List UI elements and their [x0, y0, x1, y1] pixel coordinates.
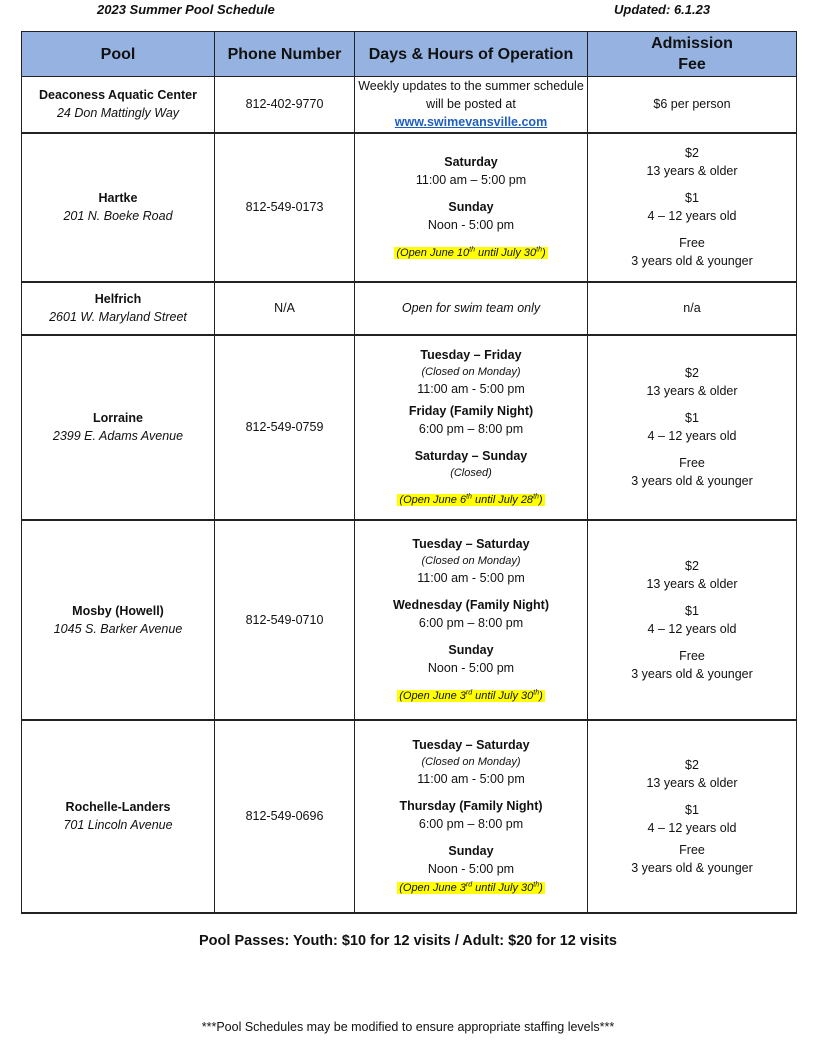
hours-time: 6:00 pm – 8:00 pm	[418, 816, 524, 831]
col-header-fee	[588, 32, 797, 77]
hours-cell	[355, 133, 588, 282]
hours-time: Noon - 5:00 pm	[427, 660, 515, 675]
closed-note: (Closed on Monday)	[421, 755, 521, 768]
closed-note: (Closed)	[450, 466, 492, 479]
fee-note: 4 – 12 years old	[647, 820, 737, 835]
table-header-row	[22, 32, 797, 77]
hours-cell: Open for swim team only	[355, 282, 588, 335]
fee-note: 4 – 12 years old	[647, 209, 737, 223]
pool-address: 1045 S. Barker Avenue	[53, 621, 183, 636]
closed-note: (Closed on Monday)	[421, 554, 521, 567]
pool-cell	[22, 335, 215, 520]
pool-cell	[22, 520, 215, 720]
phone-cell: 812-549-0759	[215, 335, 355, 520]
season-dates-highlight: (Open June 6th until July 28th)	[399, 492, 543, 506]
phone-cell: N/A	[215, 282, 355, 335]
col-header-phone: Phone Number	[215, 32, 355, 77]
pool-name: Lorraine	[92, 411, 143, 425]
fee-cell	[588, 335, 797, 520]
phone-cell: 812-549-0710	[215, 520, 355, 720]
hours-cell	[355, 720, 588, 913]
table-row	[22, 282, 797, 335]
phone-cell: 812-402-9770	[215, 77, 355, 133]
table-row	[22, 77, 797, 133]
fee-amount: $1	[685, 191, 699, 205]
hours-time: Noon - 5:00 pm	[427, 217, 515, 232]
days-label: Wednesday (Family Night)	[392, 597, 550, 612]
fee-note: 3 years old & younger	[631, 254, 753, 268]
fee-note: 13 years & older	[646, 576, 738, 591]
days-label: Sunday	[448, 642, 494, 657]
pool-name: Rochelle-Landers	[65, 800, 171, 814]
fee-amount: Free	[679, 236, 705, 250]
fee-amount: $2	[685, 558, 699, 573]
phone-cell: 812-549-0696	[215, 720, 355, 913]
season-dates-highlight: (Open June 10th until July 30th)	[396, 245, 546, 259]
pool-cell	[22, 282, 215, 335]
col-header-hours: Days & Hours of Operation	[355, 32, 588, 77]
col-header-fee-line2: Fee	[678, 56, 706, 73]
footnote: ***Pool Schedules may be modified to ensure appropriate staffing levels***	[201, 1020, 615, 1034]
hours-cell	[355, 77, 588, 133]
pool-name: Mosby (Howell)	[72, 603, 164, 618]
website-link[interactable]: www.swimevansville.com	[394, 115, 548, 130]
hours-cell	[355, 335, 588, 520]
days-label: Thursday (Family Night)	[399, 798, 543, 813]
hours-time: 11:00 am - 5:00 pm	[417, 570, 525, 585]
hours-note: Weekly updates to the summer schedule will be posted at	[358, 79, 584, 112]
fee-amount: $2	[685, 146, 699, 160]
pool-address: 701 Lincoln Avenue	[63, 818, 173, 832]
fee-cell	[588, 520, 797, 720]
fee-amount: $1	[685, 603, 699, 618]
pool-passes-note: Pool Passes: Youth: $10 for 12 visits / Adult: $20 for 12 visits	[199, 933, 617, 949]
fee-amount: $1	[685, 802, 699, 817]
document-title: 2023 Summer Pool Schedule	[97, 2, 275, 17]
pool-name: Deaconess Aquatic Center	[39, 88, 197, 103]
pool-name: Helfrich	[94, 292, 142, 306]
days-label: Sunday	[448, 199, 494, 214]
days-label: Tuesday – Saturday	[412, 536, 530, 551]
hours-time: Noon - 5:00 pm	[427, 861, 515, 876]
pool-cell	[22, 77, 215, 133]
fee-note: 3 years old & younger	[631, 474, 753, 488]
pool-cell	[22, 133, 215, 282]
pool-cell	[22, 720, 215, 913]
closed-note: (Closed on Monday)	[421, 365, 521, 378]
days-label: Sunday	[448, 843, 494, 858]
hours-time: 11:00 am - 5:00 pm	[417, 771, 525, 786]
table-row	[22, 335, 797, 520]
fee-cell: $6 per person	[588, 77, 797, 133]
table-row	[22, 720, 797, 913]
hours-time: 6:00 pm – 8:00 pm	[418, 615, 524, 630]
fee-amount: Free	[679, 842, 705, 857]
phone-cell: 812-549-0173	[215, 133, 355, 282]
pool-address: 201 N. Boeke Road	[63, 209, 173, 223]
hours-time: 6:00 pm – 8:00 pm	[418, 421, 524, 436]
pool-address: 24 Don Mattingly Way	[56, 106, 180, 121]
days-label: Saturday – Sunday	[414, 448, 528, 463]
updated-date: Updated: 6.1.23	[614, 2, 711, 17]
days-label: Tuesday – Friday	[420, 347, 522, 362]
hours-time: 11:00 am – 5:00 pm	[415, 172, 527, 187]
fee-cell	[588, 133, 797, 282]
fee-amount: $1	[685, 411, 699, 425]
col-header-fee-line1: Admission	[651, 35, 733, 52]
table-row	[22, 133, 797, 282]
fee-amount: $2	[685, 366, 699, 380]
pool-address: 2399 E. Adams Avenue	[52, 429, 184, 443]
fee-note: 4 – 12 years old	[647, 429, 737, 443]
fee-amount: $2	[685, 757, 699, 772]
season-dates-highlight: (Open June 3rd until July 30th)	[399, 880, 543, 894]
pool-name: Hartke	[98, 191, 138, 205]
fee-note: 3 years old & younger	[631, 666, 753, 681]
fee-cell: n/a	[588, 282, 797, 335]
fee-note: 13 years & older	[646, 775, 738, 790]
days-label: Friday (Family Night)	[408, 403, 534, 418]
fee-amount: Free	[679, 456, 705, 470]
hours-cell	[355, 520, 588, 720]
fee-note: 13 years & older	[646, 384, 738, 398]
pool-address: 2601 W. Maryland Street	[49, 310, 187, 324]
days-label: Tuesday – Saturday	[412, 737, 530, 752]
pool-schedule-table	[21, 31, 797, 914]
col-header-pool: Pool	[22, 32, 215, 77]
fee-amount: Free	[679, 648, 705, 663]
table-row	[22, 520, 797, 720]
fee-cell	[588, 720, 797, 913]
hours-time: 11:00 am - 5:00 pm	[417, 381, 525, 396]
fee-note: 13 years & older	[646, 164, 738, 178]
fee-note: 3 years old & younger	[631, 860, 753, 875]
days-label: Saturday	[444, 154, 498, 169]
fee-note: 4 – 12 years old	[647, 621, 737, 636]
season-dates-highlight: (Open June 3rd until July 30th)	[399, 688, 543, 702]
